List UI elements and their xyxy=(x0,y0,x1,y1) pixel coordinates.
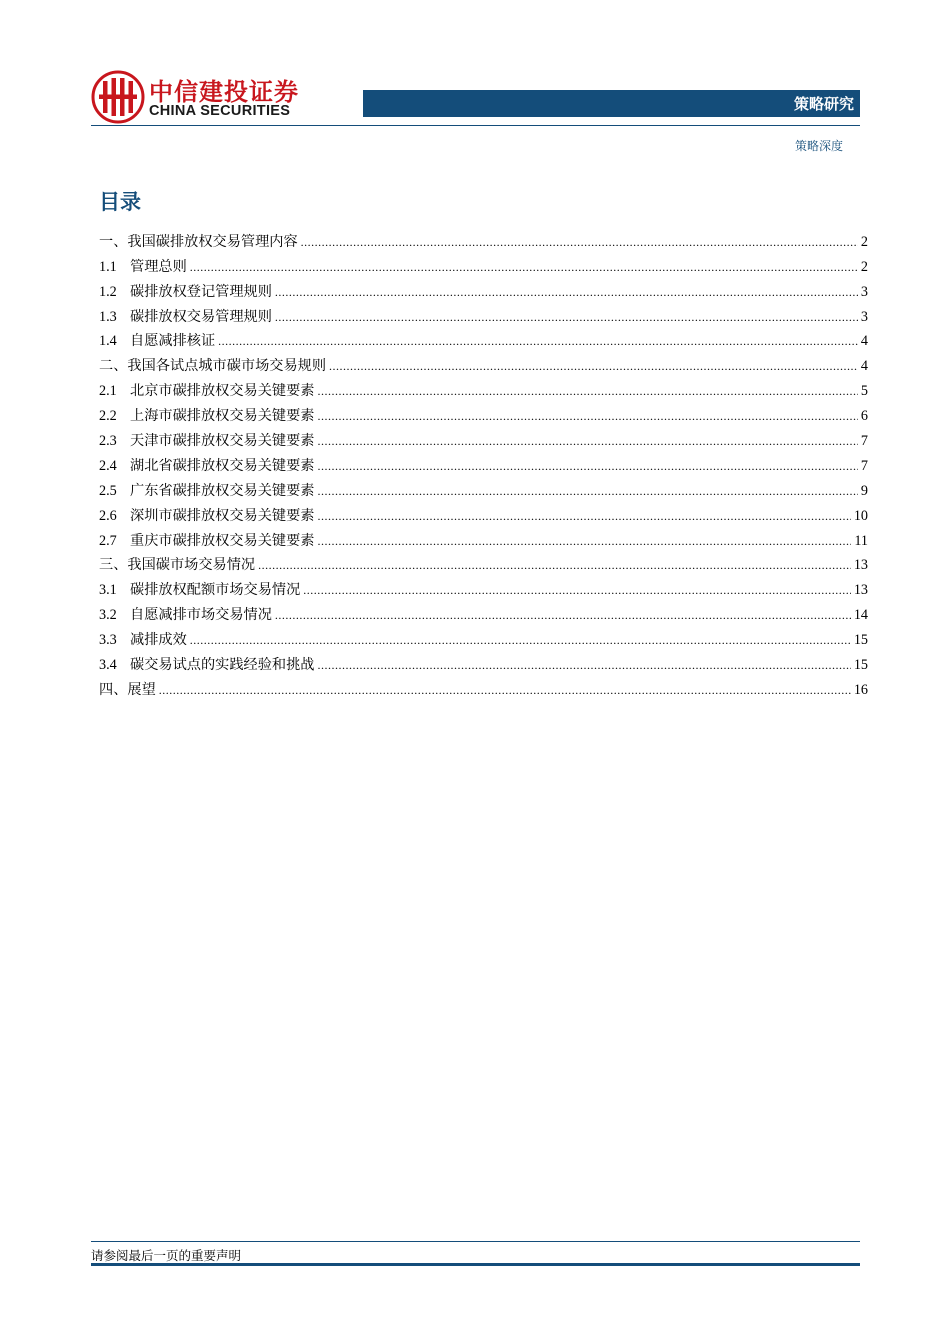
toc-entry-page: 7 xyxy=(860,457,868,474)
toc-leader-dots xyxy=(218,331,858,351)
toc-entry[interactable] xyxy=(99,551,868,576)
toc-leader-dots xyxy=(275,605,851,625)
toc-leader-dots xyxy=(275,307,858,327)
toc-entry[interactable] xyxy=(99,501,868,526)
toc-leader-dots xyxy=(317,456,857,476)
toc-entry-number: 3.3 xyxy=(99,632,117,649)
toc-entry-title: 自愿减排核证 xyxy=(130,333,216,350)
toc-entry[interactable] xyxy=(99,526,868,551)
toc-leader-dots xyxy=(303,580,851,600)
toc-entry-page: 7 xyxy=(860,433,868,450)
china-securities-logo-icon xyxy=(91,70,145,124)
toc-entry-title: 碳交易试点的实践经验和挑战 xyxy=(130,657,315,674)
toc-leader-dots xyxy=(317,655,850,675)
toc-entry-title: 湖北省碳排放权交易关键要素 xyxy=(130,457,315,474)
toc-entry-number: 2.3 xyxy=(99,433,117,450)
toc-entry[interactable] xyxy=(99,327,868,352)
toc-entry-title: 深圳市碳排放权交易关键要素 xyxy=(130,507,315,524)
toc-entry[interactable] xyxy=(99,575,868,600)
toc-entry[interactable] xyxy=(99,277,868,302)
toc-leader-dots xyxy=(317,431,857,451)
toc-entry-title: 展望 xyxy=(127,681,156,698)
toc-entry-page: 4 xyxy=(860,333,868,350)
toc-entry-page: 2 xyxy=(860,233,868,250)
toc-entry[interactable] xyxy=(99,426,868,451)
toc-entry-title: 自愿减排市场交易情况 xyxy=(130,607,272,624)
toc-entry-number: 二、 xyxy=(99,358,128,375)
toc-entry-page: 2 xyxy=(860,258,868,275)
toc-entry-page: 15 xyxy=(853,657,868,674)
page-header xyxy=(0,0,950,160)
header-band xyxy=(363,90,860,117)
toc-entry-page: 6 xyxy=(860,408,868,425)
toc-entry-page: 3 xyxy=(860,283,868,300)
company-logo xyxy=(91,70,301,126)
toc-leader-dots xyxy=(317,381,857,401)
toc-entry-title: 天津市碳排放权交易关键要素 xyxy=(130,433,315,450)
toc-entry-title: 我国碳排放权交易管理内容 xyxy=(127,233,298,250)
table-of-contents xyxy=(99,227,868,700)
toc-entry-title: 碳排放权登记管理规则 xyxy=(130,283,272,300)
toc-entry-number: 一、 xyxy=(99,233,128,250)
toc-entry-number: 2.4 xyxy=(99,457,117,474)
toc-entry[interactable] xyxy=(99,600,868,625)
toc-leader-dots xyxy=(275,282,858,302)
toc-entry-page: 11 xyxy=(854,532,868,549)
logo-chinese-name: 中信建投证券 xyxy=(149,78,299,106)
logo-english-name: CHINA SECURITIES xyxy=(149,103,291,119)
toc-leader-dots xyxy=(317,481,857,501)
toc-entry-title: 减排成效 xyxy=(130,632,187,649)
toc-entry[interactable] xyxy=(99,675,868,700)
toc-entry[interactable] xyxy=(99,476,868,501)
toc-leader-dots xyxy=(159,680,851,700)
toc-entry-number: 3.1 xyxy=(99,582,117,599)
toc-entry-title: 上海市碳排放权交易关键要素 xyxy=(130,408,315,425)
toc-entry-title: 碳排放权配额市场交易情况 xyxy=(130,582,301,599)
toc-entry-title: 管理总则 xyxy=(130,258,187,275)
toc-entry-page: 10 xyxy=(853,507,868,524)
toc-entry-page: 3 xyxy=(860,308,868,325)
report-subtype: 策略深度 xyxy=(794,139,843,153)
toc-entry-number: 3.2 xyxy=(99,607,117,624)
toc-entry[interactable] xyxy=(99,650,868,675)
toc-entry[interactable] xyxy=(99,302,868,327)
toc-entry-page: 15 xyxy=(853,632,868,649)
toc-entry-number: 1.1 xyxy=(99,258,117,275)
toc-entry-number: 1.4 xyxy=(99,333,117,350)
toc-leader-dots xyxy=(190,630,851,650)
toc-entry-title: 北京市碳排放权交易关键要素 xyxy=(130,383,315,400)
toc-entry[interactable] xyxy=(99,451,868,476)
toc-entry-page: 14 xyxy=(853,607,868,624)
toc-entry-title: 重庆市碳排放权交易关键要素 xyxy=(130,532,315,549)
toc-entry-page: 13 xyxy=(853,557,868,574)
toc-leader-dots xyxy=(258,555,851,575)
toc-leader-dots xyxy=(317,406,857,426)
toc-leader-dots xyxy=(317,506,850,526)
footer-divider-thick xyxy=(91,1263,860,1266)
toc-entry-page: 13 xyxy=(853,582,868,599)
toc-entry-number: 2.1 xyxy=(99,383,117,400)
toc-entry[interactable] xyxy=(99,625,868,650)
toc-entry-page: 9 xyxy=(860,482,868,499)
toc-entry-number: 1.2 xyxy=(99,283,117,300)
toc-entry[interactable] xyxy=(99,227,868,252)
toc-entry-page: 5 xyxy=(860,383,868,400)
toc-entry-number: 3.4 xyxy=(99,657,117,674)
toc-entry-number: 2.5 xyxy=(99,482,117,499)
toc-entry-number: 1.3 xyxy=(99,308,117,325)
toc-entry-title: 我国碳市场交易情况 xyxy=(127,557,256,574)
footer-disclaimer: 请参阅最后一页的重要声明 xyxy=(91,1248,242,1263)
toc-leader-dots xyxy=(329,356,858,376)
toc-leader-dots xyxy=(301,232,858,252)
report-category: 策略研究 xyxy=(793,95,854,113)
toc-entry-title: 我国各试点城市碳市场交易规则 xyxy=(127,358,327,375)
toc-leader-dots xyxy=(190,257,858,277)
toc-title: 目录 xyxy=(99,190,141,214)
toc-entry[interactable] xyxy=(99,351,868,376)
toc-entry[interactable] xyxy=(99,401,868,426)
toc-entry[interactable] xyxy=(99,252,868,277)
toc-entry-number: 2.2 xyxy=(99,408,117,425)
toc-entry-title: 碳排放权交易管理规则 xyxy=(130,308,272,325)
toc-entry-page: 16 xyxy=(853,681,868,698)
toc-entry-number: 三、 xyxy=(99,557,128,574)
toc-entry-title: 广东省碳排放权交易关键要素 xyxy=(130,482,315,499)
toc-entry-number: 2.7 xyxy=(99,532,117,549)
toc-entry-number: 四、 xyxy=(99,681,128,698)
header-divider xyxy=(91,125,860,126)
footer-divider-thin xyxy=(91,1241,860,1242)
toc-entry-page: 4 xyxy=(860,358,868,375)
toc-entry-number: 2.6 xyxy=(99,507,117,524)
toc-entry[interactable] xyxy=(99,376,868,401)
toc-leader-dots xyxy=(317,531,851,551)
